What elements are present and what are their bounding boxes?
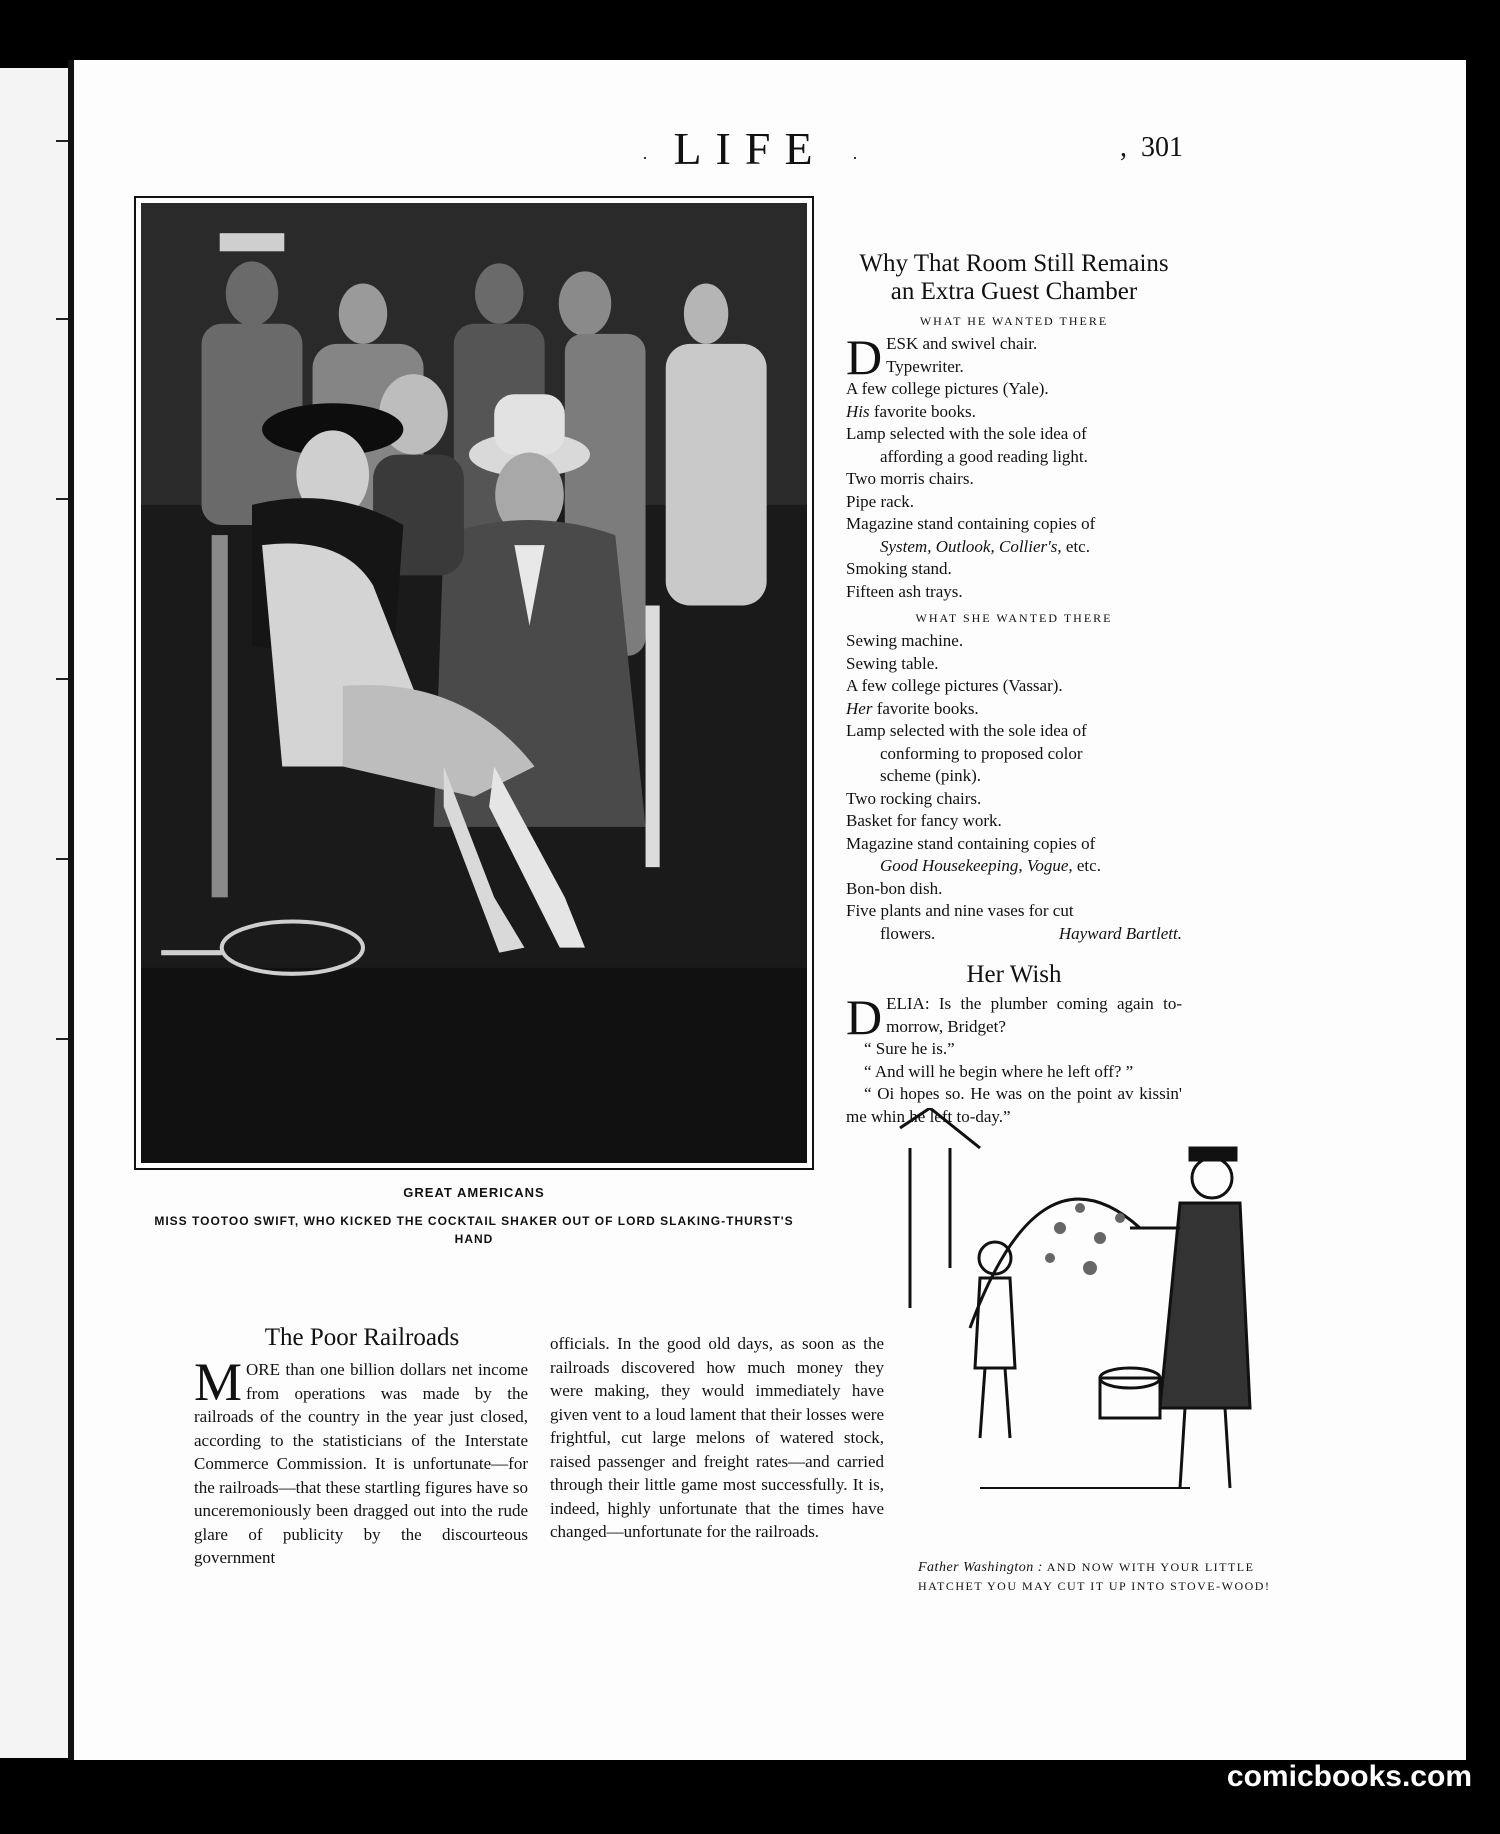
illustration-caption-text: MISS TOOTOO SWIFT, WHO KICKED THE COCKTAIL SHAKER OUT OF LORD SLAKING-THURST'S HAND bbox=[154, 1214, 794, 1246]
list-item: A few college pictures (Vassar). bbox=[846, 676, 1063, 695]
cartoon-speaker: Father Washington : bbox=[918, 1560, 1043, 1575]
list-item: A few college pictures (Yale). bbox=[846, 379, 1049, 398]
illustration-image bbox=[141, 203, 807, 1163]
he-wanted-heading: WHAT HE WANTED THERE bbox=[919, 314, 1109, 328]
list-item: Lamp selected with the sole idea of bbox=[846, 424, 1087, 443]
list-item: Her favorite books. bbox=[846, 698, 979, 718]
drop-cap: M bbox=[194, 1352, 243, 1412]
drop-cap: D bbox=[846, 989, 883, 1045]
list-item: His favorite books. bbox=[846, 401, 976, 421]
guest-chamber-title: Why That Room Still Remains an Extra Guest Chamber bbox=[859, 250, 1169, 305]
her-wish-title: Her Wish bbox=[966, 961, 1062, 988]
signature-line: flowers. Hayward Bartlett. bbox=[846, 923, 1182, 946]
list-item: Two rocking chairs. bbox=[846, 788, 982, 808]
poor-railroads-title: The Poor Railroads bbox=[264, 1324, 460, 1351]
list-item: scheme (pink). bbox=[880, 766, 982, 785]
list-item: Fifteen ash trays. bbox=[846, 581, 963, 601]
list-item: Two morris chairs. bbox=[846, 469, 974, 488]
cartoon-drawing bbox=[890, 1108, 1318, 1538]
she-wanted-list bbox=[846, 630, 1182, 923]
poor-railroads-column-2: officials. In the good old days, as soon as the railroads discovered how much money they were making, they would immediately have given vent to a loud lament that their losses were frightful, cut large melons of watered stock, raised passenger and freight rates—and carried through their little game most successfully. It is, indeed, highly unfortunate that the times have changed—unfortunate for the railroads. bbox=[550, 1334, 884, 1541]
her-wish-line: “ Oi hopes so. He was on the point av kissin' me whin he left to-day.” bbox=[846, 1084, 1182, 1126]
her-wish-line: “ Sure he is.” bbox=[864, 1039, 955, 1058]
drop-cap: D bbox=[846, 329, 883, 385]
poor-railroads-column-1: MORE than one billion dollars net income from operations was made by the railroads of the country in the year just closed, according to the statisticians of the Interstate Commerce Commission. It is unfortunate—for the railroads—that these startling figures have so unceremoniously been dragged out into the rude glare of publicity by the discourteous government bbox=[194, 1352, 528, 1567]
he-wanted-list bbox=[846, 356, 1182, 604]
list-item: affording a good reading light. bbox=[880, 446, 1088, 466]
list-item: Pipe rack. bbox=[846, 491, 914, 511]
site-watermark: comicbooks.com bbox=[1226, 1760, 1472, 1793]
cartoon-caption bbox=[918, 1558, 1318, 1596]
washington-cartoon bbox=[890, 1108, 1318, 1538]
list-item: Lamp selected with the sole idea of bbox=[846, 721, 1087, 740]
list-item: Basket for fancy work. bbox=[846, 811, 1002, 830]
her-wish-line: “ And will he begin where he left off? ” bbox=[864, 1061, 1134, 1081]
list-item: Bon-bon dish. bbox=[846, 878, 943, 898]
her-wish-line: DELIA: Is the plumber coming again to-morrow, Bridget? bbox=[846, 989, 1182, 1045]
list-item: System, Outlook, Collier's, etc. bbox=[880, 536, 1090, 556]
list-item: Good Housekeeping, Vogue, etc. bbox=[880, 856, 1101, 875]
illustration-caption-title: GREAT AMERICANS bbox=[403, 1185, 545, 1200]
list-item: Sewing machine. bbox=[846, 631, 964, 650]
list-item: conforming to proposed color bbox=[880, 743, 1083, 763]
cartoon-caption-text: AND NOW WITH YOUR LITTLE HATCHET YOU MAY CUT IT UP INTO STOVE-WOOD! bbox=[918, 1560, 1271, 1593]
list-item: Magazine stand containing copies of bbox=[846, 514, 1096, 533]
list-item: Typewriter. bbox=[886, 356, 964, 376]
guest-chamber-article bbox=[846, 250, 1182, 1128]
list-item: Smoking stand. bbox=[846, 559, 952, 578]
list-item: Sewing table. bbox=[846, 653, 939, 673]
page-title: · LIFE · bbox=[641, 123, 859, 174]
great-americans-illustration bbox=[134, 196, 814, 1170]
he-first-item: DESK and swivel chair. bbox=[846, 329, 1038, 385]
author-signature: Hayward Bartlett. bbox=[1058, 923, 1182, 943]
she-wanted-heading: WHAT SHE WANTED THERE bbox=[915, 611, 1113, 625]
list-item: Magazine stand containing copies of bbox=[846, 833, 1096, 853]
page-number: , 301 bbox=[1120, 132, 1183, 163]
list-item: Five plants and nine vases for cut bbox=[846, 901, 1074, 920]
